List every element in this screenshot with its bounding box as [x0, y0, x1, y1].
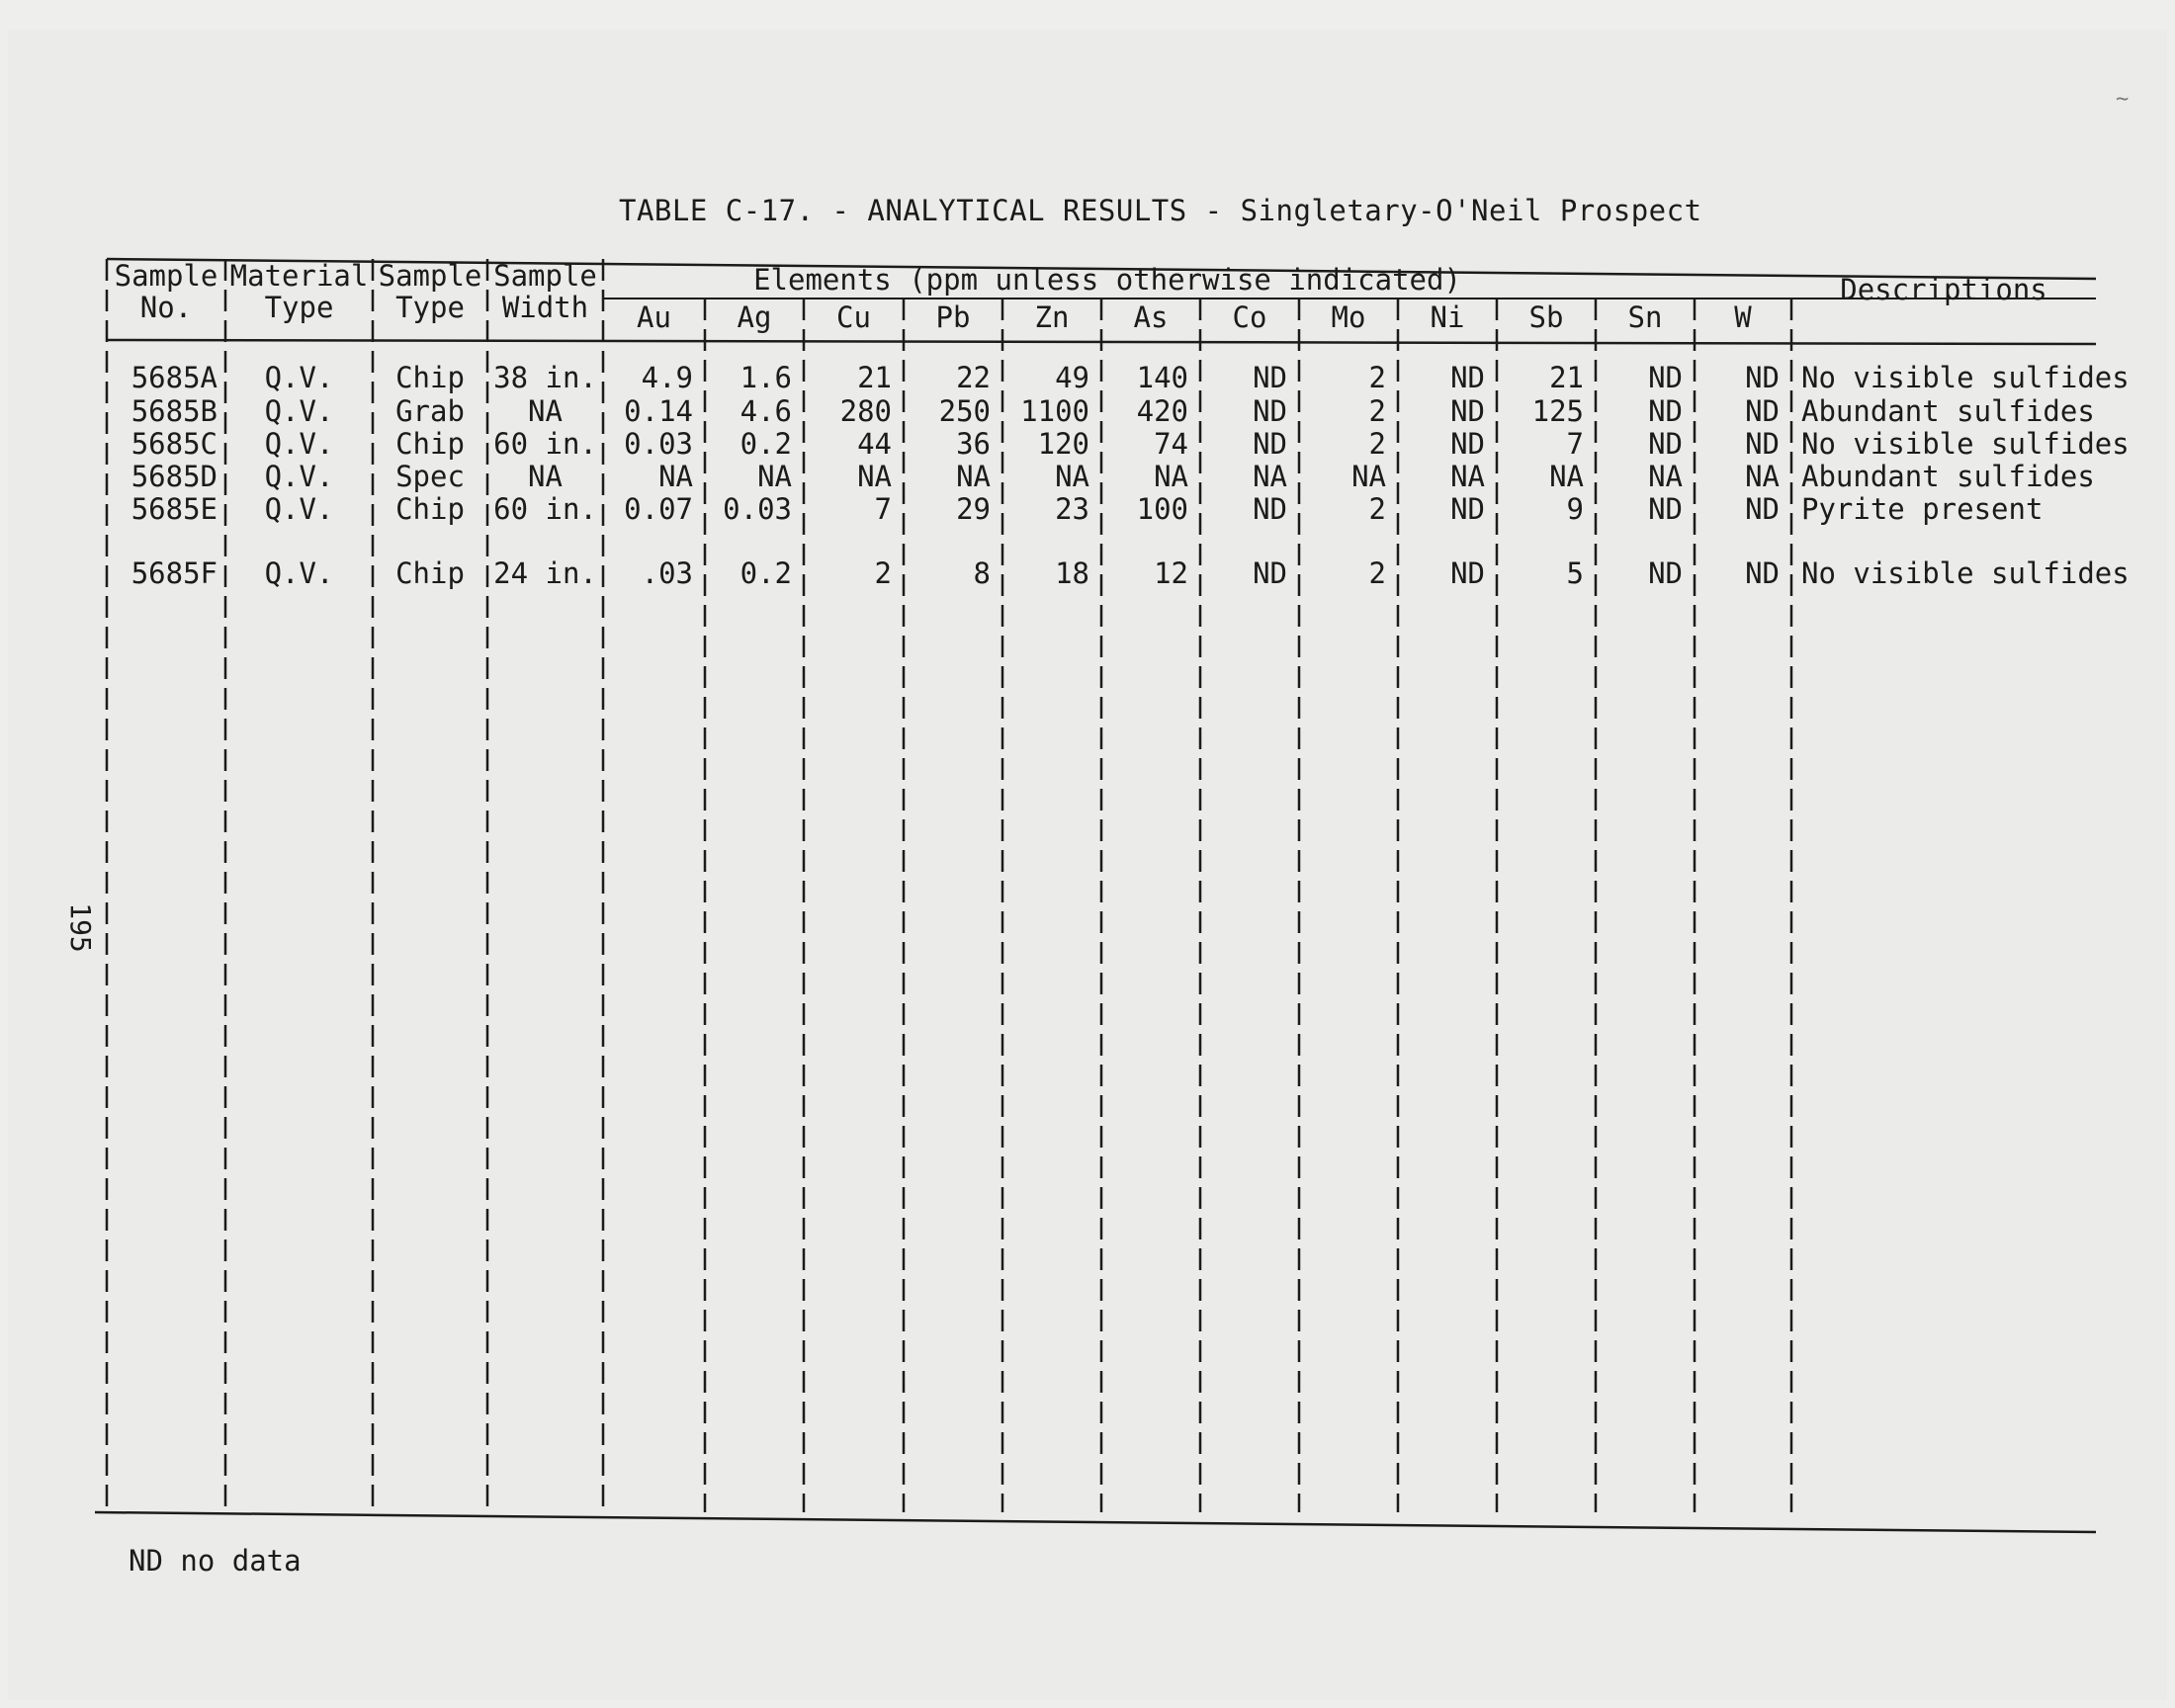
element-value-mo: NA: [1351, 460, 1386, 493]
element-header-cu: Cu: [836, 300, 871, 334]
element-value-ni: ND: [1450, 427, 1485, 461]
element-header-ag: Ag: [737, 300, 772, 334]
element-header-au: Au: [637, 300, 671, 334]
element-value-zn: 1100: [1020, 394, 1089, 428]
margin-mark: ~: [2116, 87, 2130, 112]
element-value-sb: NA: [1549, 460, 1584, 493]
column-header-line1: Material: [229, 259, 369, 293]
material-type: Q.V.: [264, 361, 334, 394]
element-value-sn: ND: [1648, 361, 1683, 394]
sample-type: Chip: [395, 556, 465, 590]
element-value-mo: 2: [1368, 556, 1386, 590]
material-type: Q.V.: [264, 492, 334, 526]
sample-type: Chip: [395, 361, 465, 394]
element-value-ag: 0.2: [740, 427, 792, 461]
column-header-line2: Type: [395, 291, 465, 324]
element-value-cu: 280: [839, 394, 892, 428]
element-value-co: NA: [1253, 460, 1287, 493]
element-value-ni: ND: [1450, 361, 1485, 394]
material-type: Q.V.: [264, 460, 334, 493]
element-value-pb: 8: [973, 556, 991, 590]
sample-no: 5685F: [130, 556, 218, 590]
element-value-ag: 0.03: [723, 492, 792, 526]
element-value-au: NA: [658, 460, 693, 493]
element-value-w: ND: [1745, 427, 1780, 461]
element-value-cu: 7: [874, 492, 892, 526]
descriptions-header: Descriptions: [1840, 273, 2047, 306]
element-header-co: Co: [1232, 300, 1267, 334]
element-value-mo: 2: [1368, 492, 1386, 526]
element-value-ag: 1.6: [740, 361, 792, 394]
element-value-w: ND: [1745, 394, 1780, 428]
element-value-w: ND: [1745, 492, 1780, 526]
description: Pyrite present: [1801, 492, 2044, 526]
element-value-sb: 21: [1549, 361, 1584, 394]
element-value-zn: 18: [1055, 556, 1089, 590]
table-title: TABLE C-17. - ANALYTICAL RESULTS - Singletary-O'Neil Prospect: [619, 194, 1702, 227]
element-value-pb: 29: [956, 492, 991, 526]
element-value-sn: ND: [1648, 394, 1683, 428]
element-value-ag: 0.2: [740, 556, 792, 590]
element-value-w: ND: [1745, 556, 1780, 590]
element-value-au: 0.07: [624, 492, 693, 526]
sample-type: Spec: [395, 460, 465, 493]
column-header-line2: Width: [501, 291, 589, 324]
description: No visible sulfides: [1801, 556, 2130, 590]
element-value-mo: 2: [1368, 361, 1386, 394]
element-value-as: 140: [1136, 361, 1188, 394]
element-value-au: 0.14: [624, 394, 693, 428]
element-value-ni: ND: [1450, 492, 1485, 526]
element-value-ni: NA: [1450, 460, 1485, 493]
sample-type: Grab: [395, 394, 465, 428]
element-value-sn: ND: [1648, 427, 1683, 461]
element-header-pb: Pb: [935, 300, 971, 334]
element-value-ag: NA: [757, 460, 792, 493]
element-value-au: 4.9: [641, 361, 693, 394]
sample-type: Chip: [395, 427, 465, 461]
material-type: Q.V.: [264, 394, 334, 428]
element-value-as: NA: [1154, 460, 1188, 493]
sample-width: 24 in.: [493, 556, 597, 590]
element-value-pb: 250: [938, 394, 991, 428]
element-value-w: NA: [1745, 460, 1780, 493]
element-value-as: 74: [1154, 427, 1188, 461]
sample-no: 5685A: [130, 361, 218, 394]
material-type: Q.V.: [264, 427, 334, 461]
element-header-zn: Zn: [1034, 300, 1070, 334]
element-value-zn: 23: [1055, 492, 1089, 526]
element-value-w: ND: [1745, 361, 1780, 394]
element-value-co: ND: [1253, 394, 1287, 428]
footnote: ND no data: [129, 1544, 302, 1578]
element-value-as: 420: [1136, 394, 1188, 428]
element-value-pb: NA: [956, 460, 991, 493]
element-header-mo: Mo: [1331, 300, 1366, 334]
sample-width: 38 in.: [493, 361, 597, 394]
page-number: 195: [63, 902, 97, 953]
element-value-co: ND: [1253, 556, 1287, 590]
sample-width: NA: [528, 394, 563, 428]
element-header-sb: Sb: [1528, 300, 1564, 334]
element-value-cu: 21: [857, 361, 892, 394]
element-value-zn: NA: [1055, 460, 1089, 493]
element-value-cu: NA: [857, 460, 892, 493]
column-header-line2: No.: [139, 291, 193, 324]
sample-width: 60 in.: [493, 427, 597, 461]
description: Abundant sulfides: [1801, 394, 2095, 428]
material-type: Q.V.: [264, 556, 334, 590]
sample-width: 60 in.: [493, 492, 597, 526]
element-value-as: 100: [1136, 492, 1188, 526]
element-value-sn: ND: [1648, 492, 1683, 526]
element-value-sb: 5: [1566, 556, 1584, 590]
element-value-ni: ND: [1450, 394, 1485, 428]
element-value-sb: 125: [1531, 394, 1584, 428]
element-value-au: 0.03: [624, 427, 693, 461]
column-header-line1: Sample: [378, 259, 482, 293]
element-value-as: 12: [1154, 556, 1188, 590]
column-header-line1: Sample: [114, 259, 218, 293]
description: Abundant sulfides: [1801, 460, 2095, 493]
sample-no: 5685E: [130, 492, 218, 526]
element-value-sn: ND: [1648, 556, 1683, 590]
element-value-zn: 120: [1037, 427, 1089, 461]
element-value-sb: 9: [1566, 492, 1584, 526]
sample-no: 5685B: [130, 394, 218, 428]
element-value-au: .03: [641, 556, 693, 590]
element-value-sn: NA: [1648, 460, 1683, 493]
element-header-sn: Sn: [1627, 300, 1663, 334]
element-value-cu: 2: [874, 556, 892, 590]
element-value-ag: 4.6: [740, 394, 792, 428]
column-header-line1: Sample: [493, 259, 597, 293]
element-value-mo: 2: [1368, 394, 1386, 428]
description: No visible sulfides: [1801, 427, 2130, 461]
element-value-cu: 44: [857, 427, 892, 461]
element-value-co: ND: [1253, 427, 1287, 461]
column-header-line2: Type: [264, 291, 334, 324]
element-value-ni: ND: [1450, 556, 1485, 590]
element-value-sb: 7: [1566, 427, 1584, 461]
elements-group-header: Elements (ppm unless otherwise indicated): [753, 263, 1461, 297]
table-bottom-rule: [95, 1512, 2096, 1532]
sample-no: 5685C: [130, 427, 218, 461]
sample-no: 5685D: [130, 460, 218, 493]
element-value-pb: 36: [956, 427, 991, 461]
element-value-mo: 2: [1368, 427, 1386, 461]
element-value-co: ND: [1253, 492, 1287, 526]
element-header-as: As: [1133, 300, 1169, 334]
element-header-ni: Ni: [1430, 300, 1465, 334]
sample-type: Chip: [395, 492, 465, 526]
description: No visible sulfides: [1801, 361, 2130, 394]
element-header-w: W: [1734, 300, 1752, 334]
element-value-zn: 49: [1055, 361, 1089, 394]
element-value-pb: 22: [956, 361, 991, 394]
sample-width: NA: [528, 460, 563, 493]
element-value-co: ND: [1253, 361, 1287, 394]
